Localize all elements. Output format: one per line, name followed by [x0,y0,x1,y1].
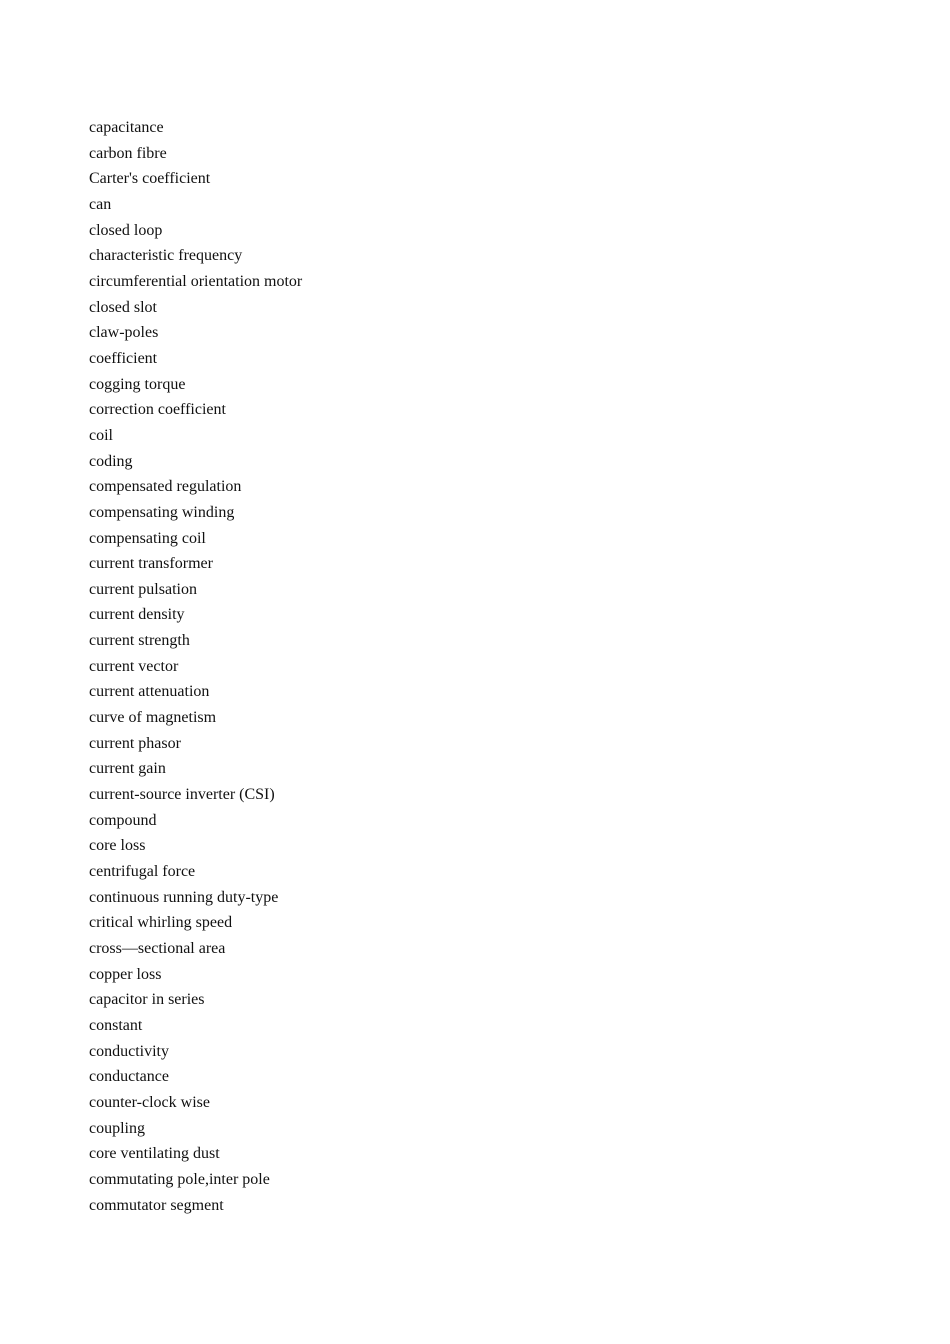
term-item: carbon fibre [89,144,167,162]
term-list [89,115,302,1218]
term-item: capacitor in series [89,991,205,1009]
term-item: current gain [89,760,166,778]
term-item: cogging torque [89,375,186,393]
term-item: coupling [89,1119,145,1137]
term-item: curve of magnetism [89,709,217,727]
term-item: commutating pole,inter pole [89,1170,270,1188]
term-item: copper loss [89,965,162,983]
term-item: compensating winding [89,503,235,521]
term-item: coefficient [89,349,158,367]
term-item: closed loop [89,221,163,239]
term-item: correction coefficient [89,401,226,419]
term-item: current transformer [89,555,213,573]
term-item: conductivity [89,1042,169,1060]
term-item: can [89,195,112,213]
term-item: Carter's coefficient [89,170,211,188]
term-item: coding [89,452,133,470]
term-item: current vector [89,657,179,675]
term-item: current attenuation [89,683,210,701]
term-item: continuous running duty-type [89,888,279,906]
term-item: coil [89,426,113,444]
term-item: constant [89,1016,143,1034]
term-item: counter-clock wise [89,1093,210,1111]
term-item: characteristic frequency [89,247,243,265]
term-item: current phasor [89,734,181,752]
term-item: current pulsation [89,580,197,598]
term-item: compensating coil [89,529,206,547]
term-item: conductance [89,1068,169,1086]
term-item: centrifugal force [89,863,196,881]
term-item: claw-poles [89,324,159,342]
term-item: core ventilating dust [89,1145,220,1163]
term-item: current density [89,606,185,624]
term-item: capacitance [89,119,164,136]
term-item: current-source inverter (CSI) [89,786,275,804]
term-item: compensated regulation [89,478,242,496]
term-item: current strength [89,632,190,650]
term-item: cross—sectional area [89,940,226,957]
term-item: compound [89,811,157,829]
term-item: closed slot [89,298,157,316]
term-item: commutator segment [89,1196,224,1214]
term-item: circumferential orientation motor [89,272,303,290]
term-item: core loss [89,837,146,855]
term-item: critical whirling speed [89,914,233,932]
